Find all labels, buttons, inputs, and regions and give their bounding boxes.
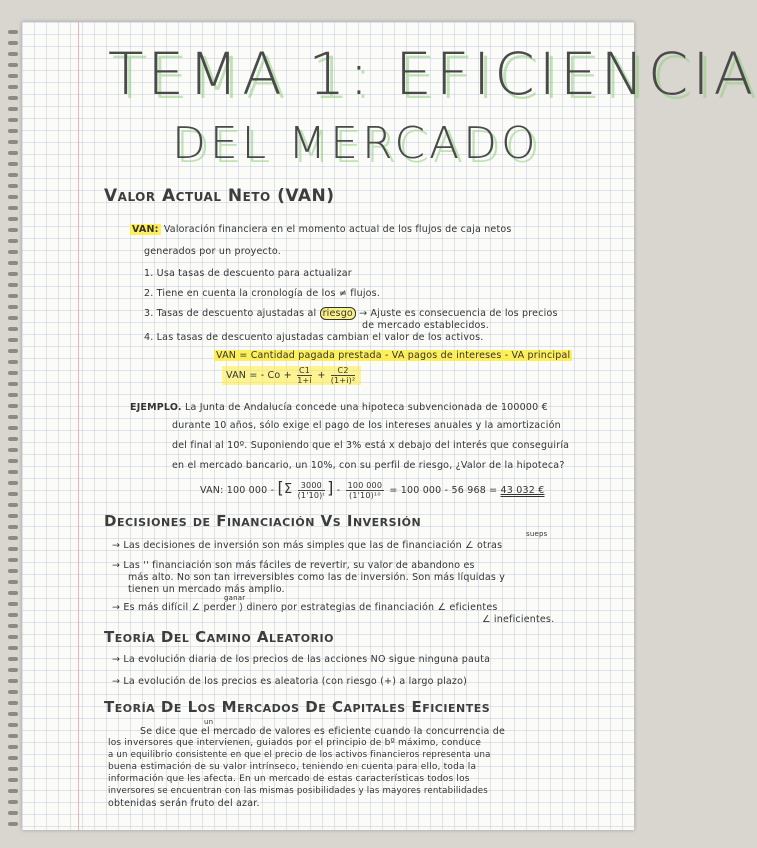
fraction-2-den: (1+i)² (330, 376, 356, 385)
binding-hole (8, 613, 18, 617)
decisiones-line-6: ∠ ineficientes. (482, 614, 555, 625)
binding-hole (8, 272, 18, 276)
binding-hole (8, 316, 18, 320)
binding-hole (8, 393, 18, 397)
calc-minus: - (336, 485, 341, 496)
van-formula-words (214, 350, 572, 361)
binding-hole (8, 668, 18, 672)
calc-result: 43 032 € (500, 485, 545, 496)
decisiones-line-4: tienen un mercado más amplio. (128, 584, 285, 595)
binding-hole (8, 327, 18, 331)
binding-hole (8, 789, 18, 793)
note-ganar: ganar (224, 594, 246, 602)
van-definition-text: Valoración financiera en el momento actual de los flujos de caja netos (160, 224, 512, 235)
binding-hole (8, 173, 18, 177)
risk-box: riesgo (320, 307, 356, 320)
van-definition-line-2: generados por un proyecto. (144, 246, 281, 257)
binding-hole (8, 547, 18, 551)
binding-hole (8, 206, 18, 210)
binding-hole (8, 294, 18, 298)
calc-fraction-2-den: (1'10)¹⁰ (349, 491, 381, 500)
binding-hole (8, 415, 18, 419)
binding-hole (8, 74, 18, 78)
calc-fraction-2-num: 100 000 (347, 481, 383, 490)
capitales-line-6: inversores se encuentran con las mismas posibilidades y las mayores rentabilidades (108, 786, 488, 796)
binding-hole (8, 129, 18, 133)
calc-fraction-1-num: 3000 (298, 481, 325, 491)
example-line-1 (130, 402, 548, 413)
binding-hole (8, 811, 18, 815)
binding-hole (8, 679, 18, 683)
van-calculation (200, 478, 544, 500)
binding-hole (8, 217, 18, 221)
binding-hole (8, 536, 18, 540)
van-formula-words-text: VAN = Cantidad pagada prestada - VA pagos de intereses - VA principal (216, 350, 571, 361)
example-line-2: durante 10 años, sólo exige el pago de los intereses anuales y la amortización (172, 420, 561, 431)
binding-hole (8, 338, 18, 342)
binding-hole (8, 481, 18, 485)
capitales-line-1: Se dice que el mercado de valores es eficiente cuando la concurrencia de (140, 726, 506, 737)
capitales-line-4: buena estimación de su valor intrínseco, teniendo en cuenta para ello, toda la (108, 762, 477, 772)
van-item-3 (144, 308, 558, 319)
note-un: un (204, 718, 214, 726)
binding-hole (8, 349, 18, 353)
binding-hole (8, 96, 18, 100)
binding-hole (8, 250, 18, 254)
binding-hole (8, 624, 18, 628)
capitales-line-7: obtenidas serán fruto del azar. (108, 798, 260, 809)
calc-start: VAN: 100 000 - (200, 485, 275, 496)
binding-hole (8, 514, 18, 518)
binding-hole (8, 184, 18, 188)
example-label: EJEMPLO. (130, 402, 182, 413)
example-text-1: La Junta de Andalucía concede una hipoteca subvencionada de 100000 € (181, 402, 548, 413)
decisiones-line-5: → Es más difícil ∠ perder ⟩ dinero por estrategias de financiación ∠ eficientes (112, 602, 498, 613)
binding-hole (8, 822, 18, 826)
binding-hole (8, 382, 18, 386)
capitales-line-2: los inversores que intervienen, guiados por el principio de bº máximo, conduce (108, 738, 482, 748)
binding-hole (8, 52, 18, 56)
capitales-line-3: a un equilibrio consistente en que el precio de los activos financieros representa una (108, 750, 491, 760)
binding-hole (8, 525, 18, 529)
binding-hole (8, 85, 18, 89)
capitales-line-5: información que les afecta. En un mercado de estas características todos los (108, 774, 470, 784)
section-heading-camino: Teoría Del Camino Aleatorio (104, 628, 334, 646)
van-item-3-line-2: de mercado establecidos. (362, 320, 489, 331)
calc-fraction-2 (346, 481, 384, 500)
binding-hole (8, 459, 18, 463)
sum-symbol: Σ (283, 482, 293, 497)
binding-hole (8, 646, 18, 650)
example-line-4: en el mercado bancario, un 10%, con su perfil de riesgo, ¿Valor de la hipoteca? (172, 460, 565, 471)
section-heading-van: Valor Actual Neto (VAN) (104, 186, 335, 206)
van-definition-line-1 (130, 224, 512, 235)
binding-hole (8, 690, 18, 694)
binding-hole (8, 800, 18, 804)
binding-hole (8, 635, 18, 639)
binding-hole (8, 371, 18, 375)
calc-bracket-open: [ (277, 478, 284, 497)
binding-hole (8, 426, 18, 430)
example-line-3: del final al 10º. Suponiendo que el 3% está x debajo del interés que conseguiría (172, 440, 570, 451)
binding-hole (8, 767, 18, 771)
binding-hole (8, 778, 18, 782)
binding-hole (8, 195, 18, 199)
binding-hole (8, 470, 18, 474)
binding-hole (8, 283, 18, 287)
binding-hole (8, 404, 18, 408)
van-definition-label: VAN: (132, 224, 159, 235)
margin-line (78, 22, 79, 830)
binding-hole (8, 360, 18, 364)
binding-hole (8, 140, 18, 144)
binding-hole (8, 162, 18, 166)
van-item-3-tail: → Ajuste es consecuencia de los precios (355, 308, 558, 319)
binding-hole (8, 558, 18, 562)
binding-hole (8, 305, 18, 309)
spiral-binding (0, 0, 24, 848)
note-sueps: sueps (526, 530, 548, 538)
van-item-2: 2. Tiene en cuenta la cronología de los ≠ flujos. (144, 288, 381, 299)
binding-hole (8, 492, 18, 496)
calc-fraction-1-den: (1'10)ᵗ (297, 491, 326, 500)
binding-hole (8, 261, 18, 265)
fraction-1 (297, 366, 312, 385)
van-item-1: 1. Usa tasas de descuento para actualizar (144, 268, 352, 279)
binding-hole (8, 118, 18, 122)
calc-bracket-close: ] (327, 478, 334, 497)
binding-hole (8, 723, 18, 727)
title-line-1: TEMA 1: EFICIENCIA (108, 40, 757, 108)
fraction-1-num: C1 (299, 366, 311, 375)
binding-hole (8, 591, 18, 595)
van-item-4: 4. Las tasas de descuento ajustadas cambian el valor de los activos. (144, 332, 484, 343)
binding-hole (8, 448, 18, 452)
decisiones-line-1: → Las decisiones de inversión son más simples que las de financiación ∠ otras (112, 540, 503, 551)
binding-hole (8, 151, 18, 155)
binding-hole (8, 503, 18, 507)
van-formula (222, 366, 361, 385)
van-formula-lhs: VAN = - Co + (226, 370, 292, 381)
camino-line-1: → La evolución diaria de los precios de las acciones NO sigue ninguna pauta (112, 654, 491, 665)
calc-end: = 100 000 - 56 968 = (389, 485, 498, 496)
binding-hole (8, 569, 18, 573)
fraction-2-num: C2 (331, 366, 356, 376)
decisiones-line-3: más alto. No son tan irreversibles como las de inversión. Son más líquidas y (128, 572, 506, 583)
binding-hole (8, 701, 18, 705)
title-line-2: DEL MERCADO (172, 118, 540, 169)
binding-hole (8, 745, 18, 749)
calc-fraction-1 (298, 481, 325, 500)
binding-hole (8, 239, 18, 243)
binding-hole (8, 437, 18, 441)
camino-line-2: → La evolución de los precios es aleatoria (con riesgo (+) a largo plazo) (112, 676, 468, 687)
section-heading-decisiones: Decisiones de Financiación Vs Inversión (104, 512, 422, 530)
decisiones-line-2: → Las '' financiación son más fáciles de revertir, su valor de abandono es (112, 560, 475, 571)
binding-hole (8, 63, 18, 67)
van-formula-plus: + (317, 370, 326, 381)
binding-hole (8, 41, 18, 45)
binding-hole (8, 734, 18, 738)
binding-hole (8, 712, 18, 716)
binding-hole (8, 228, 18, 232)
binding-hole (8, 657, 18, 661)
binding-hole (8, 602, 18, 606)
section-heading-capitales: Teoría De Los Mercados De Capitales Eficientes (104, 698, 491, 716)
van-formula-box (222, 366, 361, 385)
van-item-3-text: 3. Tasas de descuento ajustadas al (144, 308, 317, 319)
fraction-2 (331, 366, 356, 385)
binding-hole (8, 30, 18, 34)
binding-hole (8, 107, 18, 111)
fraction-1-den: 1+i (297, 376, 312, 385)
binding-hole (8, 580, 18, 584)
binding-hole (8, 756, 18, 760)
